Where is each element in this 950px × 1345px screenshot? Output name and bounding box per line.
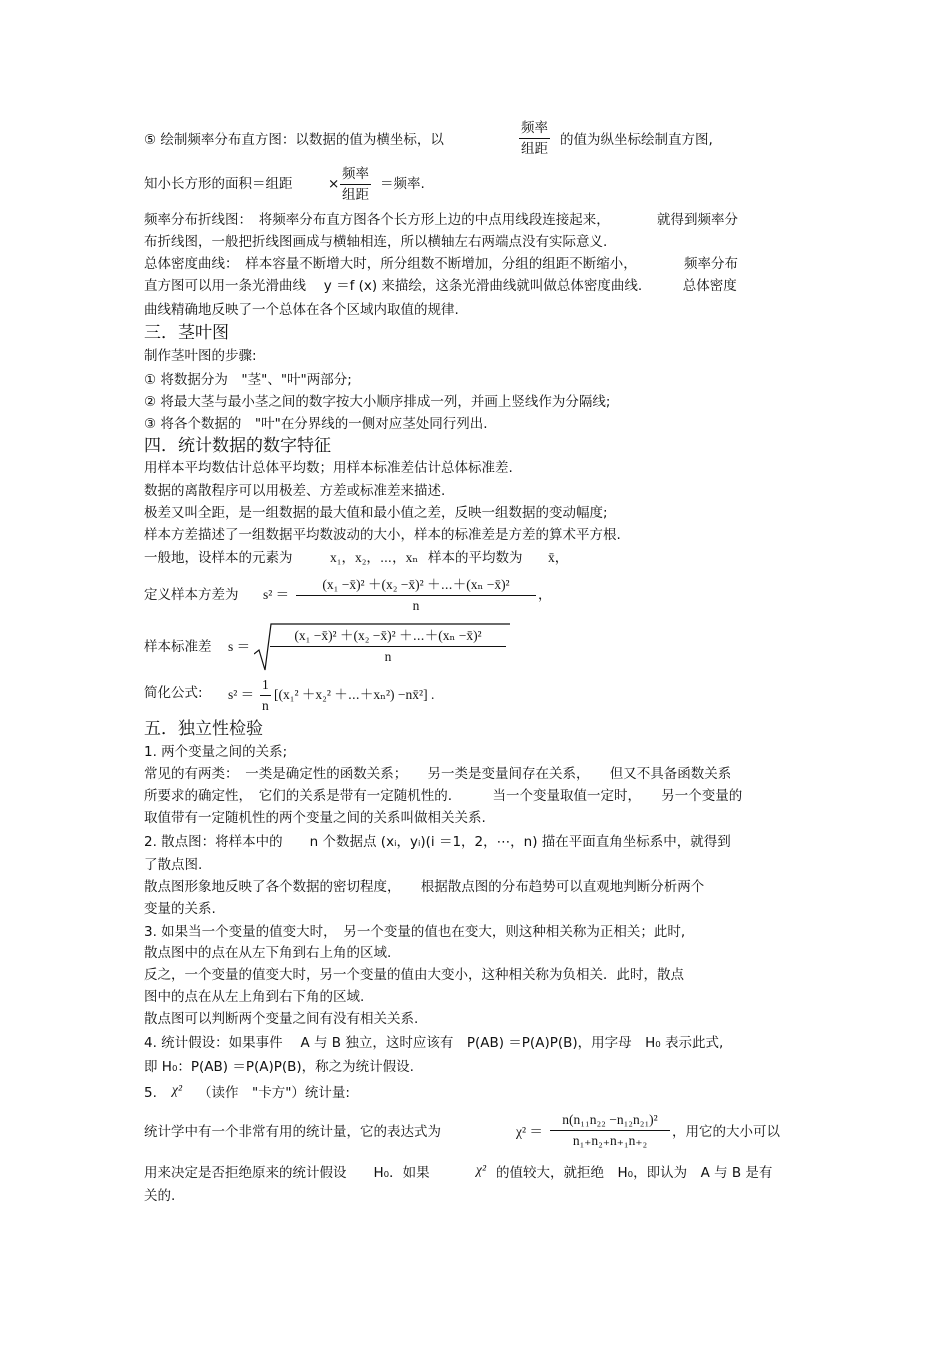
fraction-numerator: (x₁ −x̄)² ＋(x₂ −x̄)² ＋⋯＋(xₙ −x̄)²: [296, 575, 536, 596]
text-segment: 的值较大，就拒绝 H₀，即认为 A 与 B 是有: [496, 1165, 773, 1181]
text-segment: 定义样本方差为: [144, 587, 239, 603]
text-segment: ＝频率.: [380, 176, 425, 192]
text-segment: [380, 174, 425, 194]
paragraph-line: 布折线图，一般把折线图画成与横轴相连，所以横轴左右两端点没有实际意义.: [144, 234, 608, 250]
math: χ²: [172, 1082, 182, 1097]
text-segment: 用来决定是否拒绝原来的统计假设 H₀．如果: [144, 1165, 430, 1181]
paragraph-line: 取值带有一定随机性的两个变量之间的关系叫做相关关系.: [144, 810, 486, 826]
paragraph-line: 3. 如果当一个变量的值变大时， 另一个变量的值也在变大，则这种相关称为正相关；此时,: [144, 924, 686, 940]
fraction-denominator: n: [262, 698, 269, 713]
operator: ×: [328, 176, 340, 192]
text-segment: [428, 548, 523, 568]
math: ，: [538, 587, 552, 602]
math: [(x₁² ＋x₂² ＋⋯＋xₙ²) −nx̄²] .: [274, 687, 435, 702]
paragraph-line: 极差又叫全距，是一组数据的最大值和最小值之差，反映一组数据的变动幅度;: [144, 505, 608, 521]
chi-fraction: [550, 1110, 670, 1151]
section-heading-4: 四．统计数据的数字特征: [144, 436, 331, 456]
paragraph-line: 频率分布折线图： 将频率分布直方图各个长方形上边的中点用线段连接起来， 就得到频率分: [144, 212, 738, 228]
text-segment: ⑤ 绘制频率分布直方图：以数据的值为横坐标，以: [144, 132, 444, 148]
paragraph-line: 了散点图.: [144, 857, 203, 873]
text-segment: 统计学中有一个非常有用的统计量，它的表达式为: [144, 1124, 441, 1140]
chi-lhs: [516, 1122, 543, 1142]
fraction-denominator: n: [384, 649, 392, 664]
text-segment: （读作 "卡方"）统计量:: [198, 1085, 350, 1101]
comma: [538, 585, 552, 605]
paragraph-line: 常见的有两类： 一类是确定性的函数关系； 另一类是变量间存在关系， 但又不具备函数关系: [144, 766, 732, 782]
paragraph-line: 2. 散点图：将样本中的 n 个数据点 (xᵢ，yᵢ)(i ＝1，2，⋯，n) 描在平面直角坐标系中，就得到: [144, 834, 731, 850]
paragraph-line: 直方图可以用一条光滑曲线 y ＝f (x) 来描绘，这条光滑曲线就叫做总体密度曲线. 总体密度: [144, 278, 737, 294]
text-segment: [496, 1163, 772, 1183]
paragraph-line: 所要求的确定性， 它们的关系是带有一定随机性的. 当一个变量取值一定时， 另一个变量的: [144, 788, 743, 804]
fraction-freq-over-width-2: [340, 164, 371, 205]
fraction-freq-over-width: [519, 118, 550, 159]
text-segment: 样本的平均数为: [428, 550, 523, 566]
paragraph-line: 样本方差描述了一组数据平均数波动的大小，样本的标准差是方差的算术平方根.: [144, 527, 621, 543]
text-segment: ，用它的大小可以: [672, 1124, 780, 1140]
fraction-numerator: (x₁ −x̄)² ＋(x₂ −x̄)² ＋⋯＋(xₙ −x̄)²: [270, 626, 506, 647]
paragraph-line: 曲线精确地反映了一个总体在各个区域内取值的规律.: [144, 302, 459, 318]
math: s ＝: [228, 639, 251, 654]
text-segment: [144, 585, 239, 605]
fraction-denominator: 组距: [521, 141, 548, 157]
text-segment: 样本标准差: [144, 639, 212, 655]
paragraph-line: 变量的关系.: [144, 901, 216, 917]
text-segment: [144, 1122, 441, 1142]
text-segment: [144, 1083, 157, 1103]
paragraph-line: 总体密度曲线： 样本容量不断增大时，所分组数不断增加，分组的组距不断缩小， 频率分布: [144, 256, 738, 272]
math: χ²: [476, 1162, 486, 1177]
paragraph-line: 4. 统计假设：如果事件 A 与 B 独立，这时应该有 P(AB) ＝P(A)P(B)，用字母 H₀ 表示此式,: [144, 1035, 724, 1051]
math: x₁，x₂，⋯，xₙ: [330, 550, 419, 565]
text-segment: [560, 130, 713, 150]
paragraph-line: 散点图可以判断两个变量之间有没有相关关系.: [144, 1011, 419, 1027]
histogram-step-line: [144, 130, 444, 150]
list-item: ② 将最大茎与最小茎之间的数字按大小顺序排成一列，并画上竖线作为分隔线;: [144, 394, 611, 410]
paragraph-line: 散点图形象地反映了各个数据的密切程度， 根据散点图的分布趋势可以直观地判断分析两个: [144, 879, 705, 895]
text-segment: [144, 548, 293, 568]
math: χ² ＝: [516, 1124, 543, 1139]
stddev-lhs: [228, 637, 250, 657]
paragraph-line: 图中的点在从左上角到右下角的区域.: [144, 989, 365, 1005]
variance-lhs: [263, 585, 289, 605]
math: s² ＝: [228, 687, 255, 702]
section-heading-3: 三．茎叶图: [144, 323, 229, 343]
fraction-numerator: 频率: [340, 164, 371, 185]
sample-elements-math: [330, 548, 418, 568]
paragraph-line: 制作茎叶图的步骤:: [144, 348, 257, 364]
paragraph-line: 散点图中的点在从左下角到右上角的区域.: [144, 945, 392, 961]
variance-fraction: [296, 575, 536, 616]
text-segment: [672, 1122, 780, 1142]
paragraph-line: 1. 两个变量之间的关系;: [144, 744, 288, 760]
simplified-lhs: [228, 685, 254, 705]
fraction-numerator: n(n₁₁n₂₂ −n₁₂n₂₁)²: [550, 1110, 670, 1131]
chi-square-symbol-2: [476, 1160, 486, 1180]
text-segment: [144, 683, 203, 703]
paragraph-line: 反之，一个变量的值变大时，另一个变量的值由大变小，这种相关称为负相关．此时，散点: [144, 967, 684, 983]
chi-square-symbol: [172, 1080, 182, 1100]
area-line: [144, 174, 293, 194]
list-item: ① 将数据分为 "茎"、"叶"两部分;: [144, 372, 352, 388]
text-segment: 简化公式:: [144, 685, 203, 701]
mean-symbol: [548, 548, 568, 568]
text-segment: [144, 1163, 430, 1183]
text-segment: 5.: [144, 1085, 157, 1101]
fraction-denominator: n₁₊n₂₊n₊₁n₊₂: [572, 1133, 648, 1148]
stddev-fraction: [270, 626, 506, 667]
paragraph-line: 用样本平均数估计总体平均数；用样本标准差估计总体标准差.: [144, 460, 513, 476]
paragraph-line: 关的.: [144, 1188, 176, 1204]
fraction-denominator: n: [412, 598, 420, 613]
times-sign: [328, 174, 339, 194]
text-segment: [198, 1083, 350, 1103]
text-segment: [144, 637, 212, 657]
fraction-numerator: 频率: [519, 118, 550, 139]
one-over-n: [260, 675, 271, 716]
text-segment: 知小长方形的面积＝组距: [144, 176, 293, 192]
text-segment: 一般地，设样本的元素为: [144, 550, 293, 566]
paragraph-line: 数据的离散程序可以用极差、方差或标准差来描述.: [144, 483, 446, 499]
math: x̄，: [548, 550, 569, 565]
math: s² ＝: [263, 587, 290, 602]
fraction-denominator: 组距: [342, 187, 369, 203]
list-item: ③ 将各个数据的 "叶"在分界线的一侧对应茎处同行列出.: [144, 416, 488, 432]
fraction-numerator: 1: [260, 675, 271, 696]
simplified-rhs: [274, 685, 434, 705]
section-heading-5: 五．独立性检验: [144, 719, 263, 739]
text-segment: 的值为纵坐标绘制直方图,: [560, 132, 713, 148]
paragraph-line: 即 H₀：P(AB) ＝P(A)P(B)，称之为统计假设.: [144, 1059, 414, 1075]
